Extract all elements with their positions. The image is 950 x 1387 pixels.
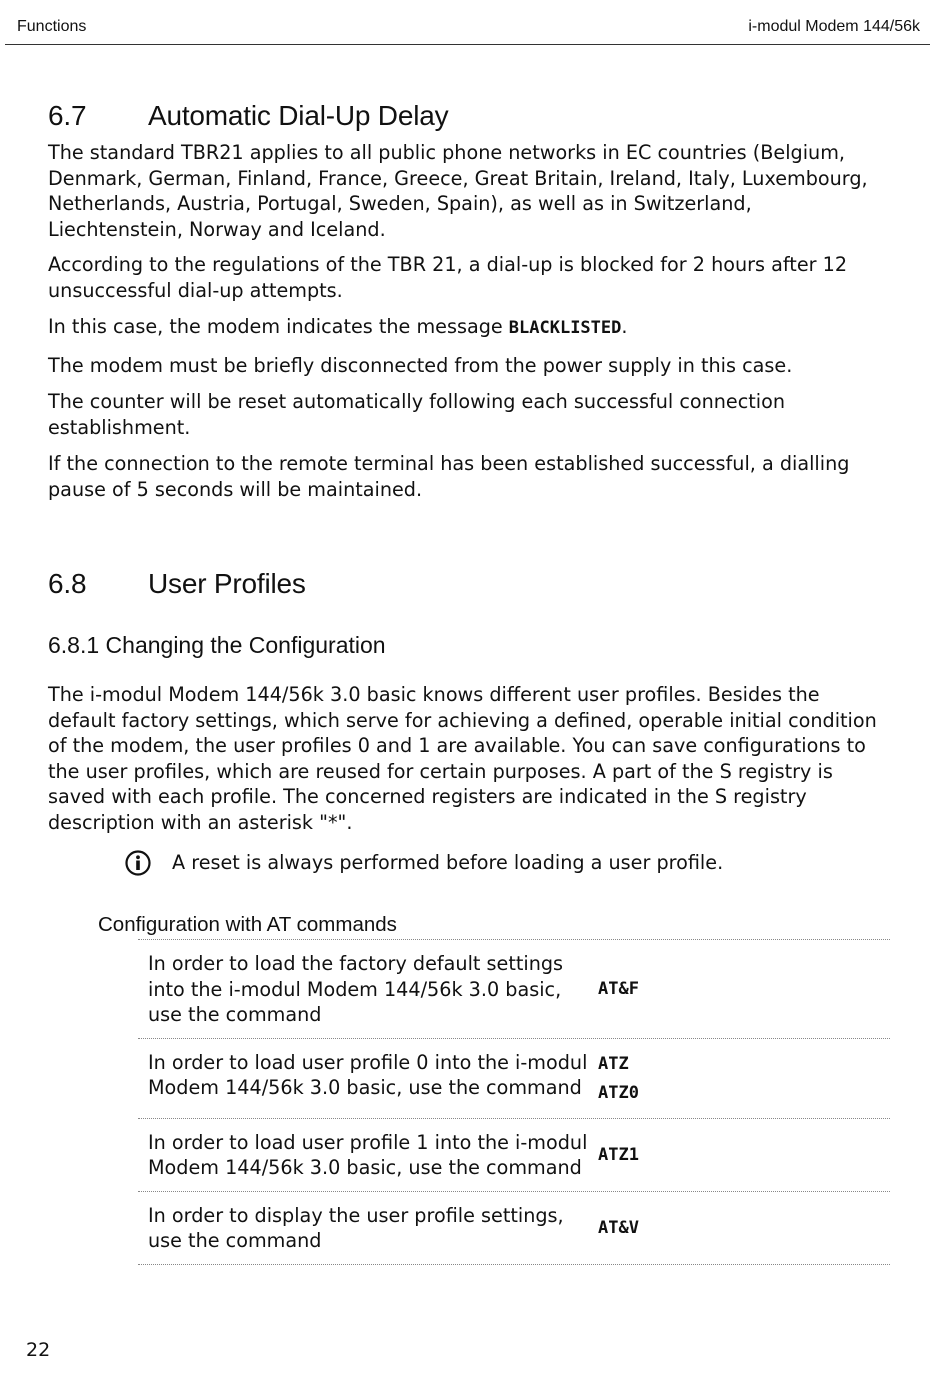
config-heading: Configuration with AT commands [98,913,397,936]
at-command: AT&F [598,978,639,999]
page-number: 22 [26,1339,51,1361]
section-number: 6.7 [48,100,87,131]
info-icon [124,849,152,877]
at-command: ATZ [598,1053,629,1074]
command-codes [588,951,639,1028]
note-text: A reset is always performed before loading a user profile. [172,851,724,875]
section-heading-6-7 [48,98,878,134]
paragraph: The counter will be reset automatically following each successful connection establishment. [48,390,786,439]
command-codes [588,1203,639,1254]
paragraph: The i-modul Modem 144/56k 3.0 basic knows different user profiles. Besides the default factory settings, which serve for achieving a defined, operable initial condition of the modem, the user profiles 0 and 1 are available. You can save configurations to the user profiles, which are reused for certain purposes. A part of the S registry is saved with each profile. The concerned registers are indicated in the S registry description with an asterisk "*". [48,683,877,834]
info-note [124,849,878,877]
header-product: i-modul Modem 144/56k [748,18,920,35]
paragraph: The modem must be briefly disconnected from the power supply in this case. [48,353,793,377]
command-codes [588,1050,639,1108]
paragraph-text: In this case, the modem indicates the message [48,315,509,338]
paragraph: If the connection to the remote terminal has been established successful, a dialling pause of 5 seconds will be maintained. [48,452,850,501]
section-heading-6-8 [48,566,878,602]
paragraph-blacklisted [48,314,878,342]
command-description: In order to load user profile 0 into the i-modul Modem 144/56k 3.0 basic, use the command [148,1050,588,1099]
code-blacklisted: BLACKLISTED [508,318,622,338]
paragraph: According to the regulations of the TBR 21, a dial-up is blocked for 2 hours after 12 unsuccessful dial-up attempts. [48,253,848,302]
section-title: User Profiles [148,568,306,599]
command-row [138,1191,890,1265]
command-description: In order to load user profile 1 into the i-modul Modem 144/56k 3.0 basic, use the command [148,1130,588,1179]
command-table [138,939,890,1265]
section-number: 6.8 [48,568,87,599]
page-header [5,0,930,45]
section-title: Automatic Dial-Up Delay [148,100,449,131]
at-command: ATZ0 [598,1082,639,1103]
command-row [138,1118,890,1191]
paragraph: The standard TBR21 applies to all public phone networks in EC countries (Belgium, Denmark, German, Finland, France, Greece, Great Britain, Ireland, Italy, Luxembourg, Netherlands, Austria, Portugal, Sweden, Spain), as well as in Switzerland, Liechtenstein, Norway and Iceland. [48,141,868,241]
at-command: ATZ1 [598,1144,639,1165]
paragraph-text: . [621,315,628,338]
subsection-heading: 6.8.1 Changing the Configuration [48,632,386,658]
page-content [48,98,878,937]
command-row [138,1038,890,1118]
at-command: AT&V [598,1217,639,1238]
header-chapter: Functions [17,18,87,35]
command-description: In order to load the factory default settings into the i-modul Modem 144/56k 3.0 basic, use the command [148,952,564,1026]
command-description: In order to display the user profile settings, use the command [148,1203,564,1252]
command-codes [588,1130,639,1181]
command-row [138,939,890,1038]
